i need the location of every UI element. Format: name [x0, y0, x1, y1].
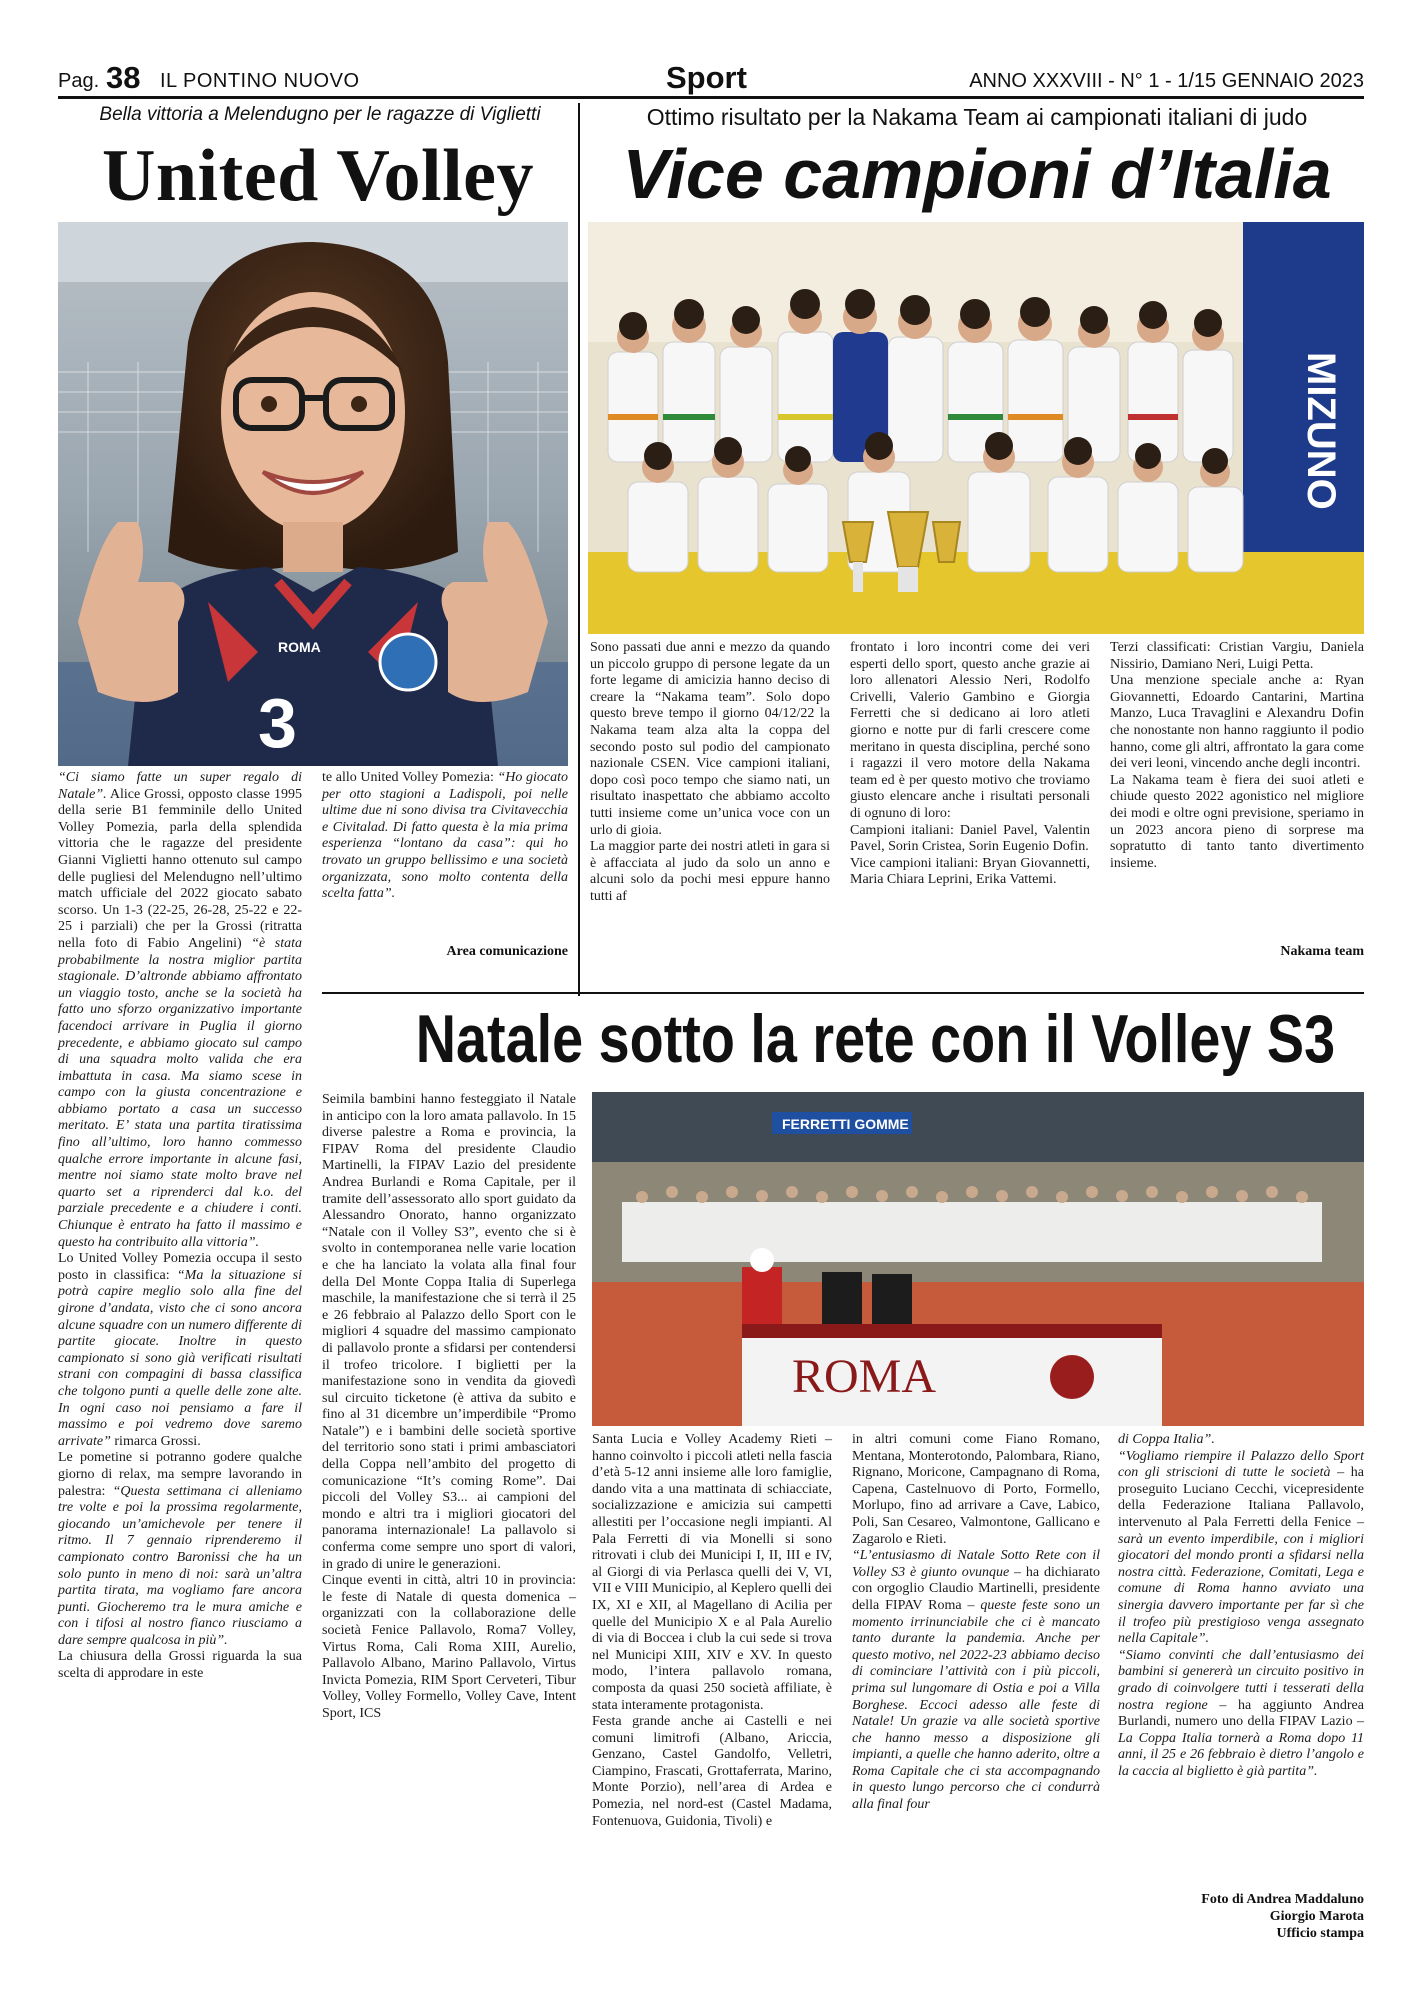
text-run: “Ho giocato per otto stagioni a Ladispoli, poi nelle ultime due ni sono divisa tra Civitavecchia e Civitalad. Di fatto questa è la mia prima esperienza “lontano da casa”: qui ho trovato un gruppo bellissimo e una società organizzata, sono molto contenta della scelta fatta”. [322, 770, 569, 902]
text-run: in altri comuni come Fiano Romano, Mentana, Monterotondo, Palombara, Riano, Rignano, Moricone, Campagnano di Roma, Capena, Castelnuovo di Porto, Formello, Morlupo, fino ad arrivare a Cave, Labico, Poli, San Cesareo, Valmontone, Gallicano e Zagarolo e Rieti. [852, 1432, 1100, 1547]
text-run: “Vogliamo riempire il Palazzo dello Sport con gli striscioni di tutte le società [1118, 1448, 1364, 1481]
text-run: – ha dichiarato con orgoglio Claudio Martinelli, presidente della FIPAV Roma – [852, 1564, 1100, 1613]
united-title: United Volley [101, 135, 535, 217]
page-label: Pag. [58, 70, 100, 92]
nakama-signature: Nakama team [1280, 944, 1364, 959]
text-run: – ha proseguito Luciano Cecchi, vicepresidente della Federazione Italiana Pallavolo, intervenuto al Pala Ferretti della Fenice – [1118, 1465, 1364, 1530]
text-run: La Coppa Italia tornerà a Roma dopo 11 anni, il 25 e 26 febbraio è dietro l’angolo e la caccia al biglietto è già partita”. [1118, 1730, 1364, 1779]
text-run: Alice Grossi, opposto classe 1995 della serie B1 femminile dello United Volley Pomezia, parla della splendida vittoria che le ragazze del presidente Gianni Viglietti hanno ottenuto sul campo delle pugliesi del Melendugno nell’ultimo match ufficiale del 2022 giocato sabato scorso. Un 1-3 (22-25, 26-28, 25-22 e 22-25 i parziali) che per la Grossi (ritratta nella foto di Fabio Angelini) [58, 786, 302, 951]
roma-banner: ROMA [792, 1350, 937, 1403]
text-run: di Coppa Italia”. [1118, 1432, 1215, 1447]
united-signature: Area comunicazione [446, 944, 568, 959]
gym-crowd-photo-icon [592, 1092, 1364, 1426]
natale-signature-office: Ufficio stampa [1276, 1926, 1364, 1941]
natale-body-colA: Seimila bambini hanno festeggiato il Natale in anticipo con la loro amata pallavolo. In 15 diverse palestre a Roma e provincia, la FIPAV Roma del presidente Claudio Martinelli, la FIPAV Lazio del presidente Andrea Burlandi e Roma Capitale, per il tramite dell’assessorato allo sport guidato da Alessandro Onorato, hanno organizzato “Natale con il Volley S3”, evento che si è svolto in contemporanea nelle varie location e che ha lanciato la volata alla final four della Del Monte Coppa Italia di Superlega maschile, la manifestazione che si terrà il 25 e 26 febbraio al Palazzo dello Sport con le migliori 4 squadre del massimo campionato di pallavolo pronte a sfidarsi per contendersi il trofeo tricolore. I biglietti per la manifestazione sono in vendita da giovedì sul circuito ticketone (è attiva da subito e fino al 31 dicembre un’imperdibile “Promo Natale”) e i bambini delle società sportive del territorio sono stati i primi ambasciatori della Coppa nell’ambito del progetto di comunicazione “It’s coming Rome”. Dai piccoli del Volley S3... ai campioni del mondo e altri tra i migliori giocatori del panorama internazionale! La pallavolo si conferma come sempre uno sport di valori, in grado di unire le generazioni. Cinque eventi in città, altri 10 in provincia: le feste di Natale di questa domenica – organizzati con la collaborazione delle società Fenice Pallavolo, Roma7 Volley, Virtus Roma, Cali Roma XIII, Aurelio, Pallavolo Albano, Marino Pallavolo, Virtus Invicta Pomezia, RIM Sport Cerveteri, Tibur Volley, Volley Formello, Volley Cave, Intent Sport, ICS [322, 1092, 576, 1721]
header-rule [58, 96, 1364, 99]
page-number: 38 [106, 60, 141, 95]
text-run: queste feste sono un momento irrinunciabile che ci è mancato tanto durante la pandemia. Anche per questo motivo, nel 2022-23 abbiamo deciso di cominciare l’attività con i più piccoli, prima sul lungomare di Ostia e poi a Villa Borghese. Eccoci adesso alle feste di Natale! Un grazie va alle società sportive che hanno messo a disposizione gli impianti, a quelle che hanno aderito, oltre a Roma Capitale che ci sta accompagnando in questo lungo percorso che ci condurrà alla final four [852, 1597, 1101, 1813]
natale-body-colD [1118, 1432, 1364, 1872]
issue-info: ANNO XXXVIII - N° 1 - 1/15 GENNAIO 2023 [969, 70, 1364, 92]
paragraph [58, 770, 302, 1251]
page-header [58, 60, 1364, 96]
column-divider [578, 103, 580, 996]
natale-title: Natale sotto la rete con il Volley S3 [415, 1001, 1336, 1077]
natale-body-colC [852, 1432, 1100, 1942]
nakama-photo [588, 222, 1364, 634]
united-photo [58, 222, 568, 766]
natale-photo [592, 1092, 1364, 1426]
united-kicker: Bella vittoria a Melendugno per le ragazze di Viglietti [99, 104, 541, 125]
judo-team-photo-icon [588, 222, 1364, 634]
text-run: rimarca Grossi. [110, 1433, 201, 1449]
nakama-title: Vice campioni d’Italia [622, 135, 1332, 213]
wall-sign: FERRETTI GOMME [782, 1116, 909, 1132]
volleyball-player-photo-icon [58, 222, 568, 766]
paragraph [58, 1649, 302, 1682]
section-name: Sport [666, 60, 747, 95]
united-body-col1 [58, 770, 302, 1940]
paragraph [852, 1548, 1100, 1814]
paragraph [322, 770, 568, 903]
text-run: La chiusura della Grossi riguarda la sua scelta di approdare in este [58, 1649, 302, 1682]
nakama-kicker: Ottimo risultato per la Nakama Team ai campionati italiani di judo [646, 104, 1308, 130]
natale-signature-author: Giorgio Marota [1269, 1909, 1364, 1924]
natale-signature-photo: Foto di Andrea Maddaluno [1201, 1892, 1364, 1907]
nakama-body-col3: Terzi classificati: Cristian Vargiu, Daniela Nissirio, Damiano Neri, Luigi Petta. Una menzione speciale anche a: Ryan Giovannetti, Edoardo Cantarini, Martina Manzo, Luca Travaglini e Alexandru Dofin che nonostante non hanno raggiunto il podio hanno, come gli altri, affrontato la gara come dei veri leoni, vincendo anche degli incontri. La Nakama team è fiera dei suoi atleti e chiude questo 2022 agonistico nel migliore dei modi e oltre ogni previsione, speriamo in un 2023 ancora pieno di sorprese ma sopratutto di tanto tanto divertimento insieme. [1110, 640, 1364, 871]
paragraph [58, 1450, 302, 1649]
united-body-col2 [322, 770, 568, 940]
nakama-body-col2: frontato i loro incontri come dei veri esperti dello sport, questo anche grazie ai loro allenatori Alessio Neri, Rodolfo Crivelli, Valerio Gambino e Giorgia Ferretti che si dedicano ai loro atleti giorno e notte pur di farli crescere come meritano in questa disciplina, perché sono i ragazzi il vero motore della Nakama team ed è per questo motivo che troviamo giusto elencare anche i risultati personali di ognuno di loro: Campioni italiani: Daniel Pavel, Valentin Pavel, Sorin Cristea, Sorin Eugenio Dofin. Vice campioni italiani: Bryan Giovannetti, Maria Chiara Leprini, Erika Vattemi. [850, 640, 1090, 888]
natale-body-colB: Santa Lucia e Volley Academy Rieti – hanno coinvolto i piccoli atleti nella fascia d’età 5-12 anni insieme alle loro famiglie, dando vita a una mattinata di schiacciate, socializzazione e amicizia sui campetti allestiti per l’occasione negli impianti. Al Pala Ferretti di via Monelli si sono ritrovati i club dei Municipi I, II, III e IV, al Giorgi di via Perlasca quelli dei V, VI, VII e VIII Municipio, al Keplero quelli dei IX, XI e XII, al Magellano di Acilia per quelle del Municipio X e al Pala Aurelio di via di Boccea i club la cui sede si trova nel Municipi XIII, XIV e XV. In questo modo, l’intera pallavolo romana, composta da quasi 250 società affiliate, è stata interamente protagonista. Festa grande anche ai Castelli e nei comuni limitrofi (Albano, Ariccia, Genzano, Castel Gandolfo, Velletri, Ciampino, Frascati, Grottaferrata, Marino, Monte Porzio), nell’area di Ardea e Pomezia, nel nord-est (Castel Madama, Fontenuova, Guidonia, Tivoli) e [592, 1432, 833, 1829]
text-run: “L’entusiasmo di Natale Sotto Rete con il Volley S3 è giunto ovunque [852, 1548, 1100, 1580]
paragraph [1118, 1648, 1364, 1781]
text-run: “Questa settimana ci alleniamo tre volte e poi la prossima regolarmente, giocando un’amichevole per tenere il ritmo. Il 7 gennaio riprenderemo il campionato contro Baronissi che ha un solo punto in meno di noi: sarà un’altra partita tirata, ma vogliamo fare ancora punti. Giocheremo tra le mura amiche e con i tifosi al nostro fianco riusciamo a dare sempre qualcosa in più”. [58, 1483, 302, 1648]
text-run: Le pometine si potranno godere qualche giorno di relax, ma sempre lavorando in palestra: [58, 1450, 302, 1499]
jersey-sponsor: ROMA [278, 639, 321, 655]
paragraph [852, 1432, 1100, 1548]
paragraph [1118, 1432, 1364, 1449]
text-run: “è stata probabilmente la nostra miglior partita stagionale. D’altronde abbiamo affrontato un viaggio tosto, anche se la società ha fatto uno sforzo organizzativo importante facendoci arrivare in Puglia il giorno precedente, e abbiamo giocato sul campo di una squadra molto valida che era imbattuta in casa. Ma siamo scese in campo con la giusta concentrazione e abbiamo portato a casa un successo meritato. E’ stata una partita tiratissima fino all’ultimo, loro hanno commesso qualche errore importante in alcune fasi, mentre noi siamo state molto brave nel quarto set a riprenderci dal k.o. del parziale precedente e a chiudere i conti. Chiunque è entrato ha fatto il massimo e questo ha contribuito alla vittoria”. [58, 935, 303, 1250]
text-run: “Ma la situazione si potrà capire meglio solo alla fine del girone d’andata, visto che ci sono ancora alcune squadre con un numero differente di partite giocate. Inoltre in questo campionato si sono già verificati risultati strani con compagini di bassa classifica che tolgono punti a quelle delle zone alte. In ogni caso noi pensiamo a fare il massimo e poi vedremo dove saremo arrivate” [58, 1267, 302, 1449]
text-run: “Siamo convinti che dall’entusiasmo dei bambini si genererà un circuito positivo in grado di coinvolgere tutti i tesserati della nostra regione [1118, 1647, 1364, 1713]
jersey-number: 3 [258, 684, 297, 762]
text-run: Lo United Volley Pomezia occupa il sesto posto in classifica: [58, 1251, 302, 1283]
publication-name: IL PONTINO NUOVO [160, 70, 360, 92]
text-run: te allo United Volley Pomezia: [322, 770, 498, 785]
mizuno-banner: MIZUNO [1299, 352, 1343, 510]
nakama-body-col1: Sono passati due anni e mezzo da quando un piccolo gruppo di persone legate da un forte legame di amicizia hanno deciso di creare la “Nakama team”. Solo dopo questo breve tempo il giorno 04/12/22 la Nakama team alza alta la coppa del secondo posto sul podio del campionato nazionale CSEN. Vice campioni italiani, dopo così poco tempo che siamo nati, un risultato inaspettato che abbiamo accolto tutti insieme come un’unica voce con un urlo di gioia. La maggior parte dei nostri atleti in gara si è affacciata al judo da solo un anno e alcuni solo da pochi mesi eppure hanno tutti af [590, 640, 830, 904]
text-run: “Ci siamo fatte un super regalo di Natale”. [58, 770, 302, 802]
paragraph [1118, 1449, 1364, 1648]
paragraph [58, 1251, 302, 1450]
text-run: – ha aggiunto Andrea Burlandi, numero uno della FIPAV Lazio – [1118, 1697, 1364, 1730]
text-run: sarà un evento imperdibile, con i migliori giocatori del mondo pronti a sfidarsi nella nostra città. Federazione, Comitati, Lega e comune di Roma hanno avviato una sinergia davvero importante per far sì che il trofeo più prestigioso venga assegnato nella Capitale”. [1118, 1531, 1364, 1647]
section-rule [322, 992, 1364, 994]
